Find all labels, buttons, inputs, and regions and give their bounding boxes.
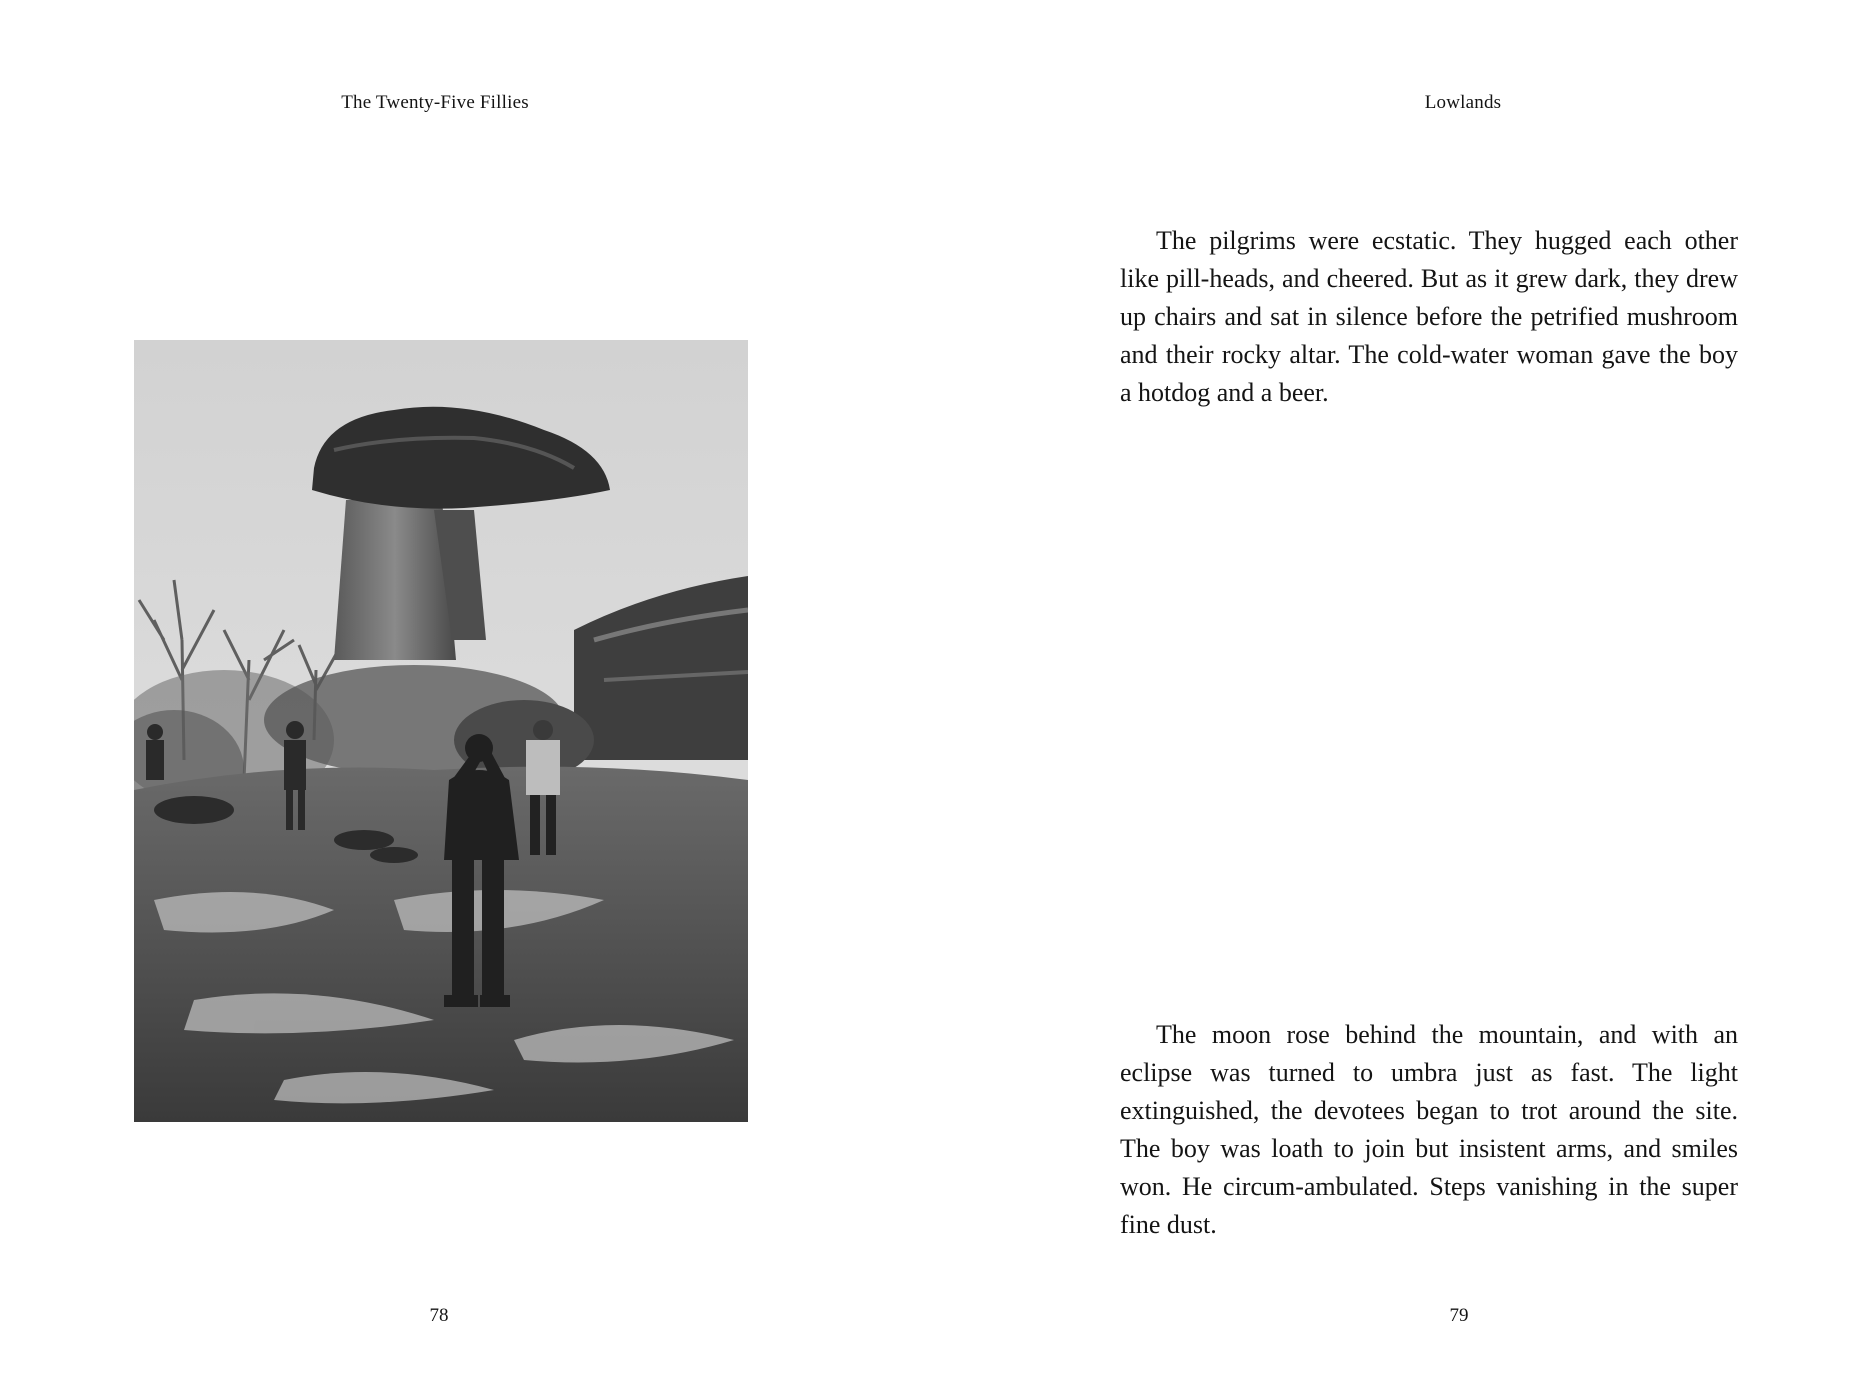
page-number-right: 79 [1449, 1305, 1469, 1326]
body-paragraph-2: The moon rose behind the mountain, and with an eclipse was turned to umbra just as fast. The light extinguished, the devotees began to trot around the site. The boy was loath to join but insistent arms, and smiles won. He circum-ambulated. Steps vanishing in the super fine dust. [1120, 1020, 1738, 1239]
page-number-left: 78 [429, 1305, 449, 1326]
running-head-left: The Twenty-Five Fillies [341, 92, 529, 113]
photograph-mushroom-rock [134, 340, 748, 1122]
photograph-image [134, 340, 748, 1122]
running-head-right: Lowlands [1424, 92, 1502, 113]
right-page [928, 0, 1856, 1400]
body-paragraph-1: The pilgrims were ecstatic. They hugged each other like pill-heads, and cheered. But as it grew dark, they drew up chairs and sat in silence before the petrified mushroom and their rocky altar. The cold-water woman gave the boy a hotdog and a beer. [1120, 226, 1738, 407]
